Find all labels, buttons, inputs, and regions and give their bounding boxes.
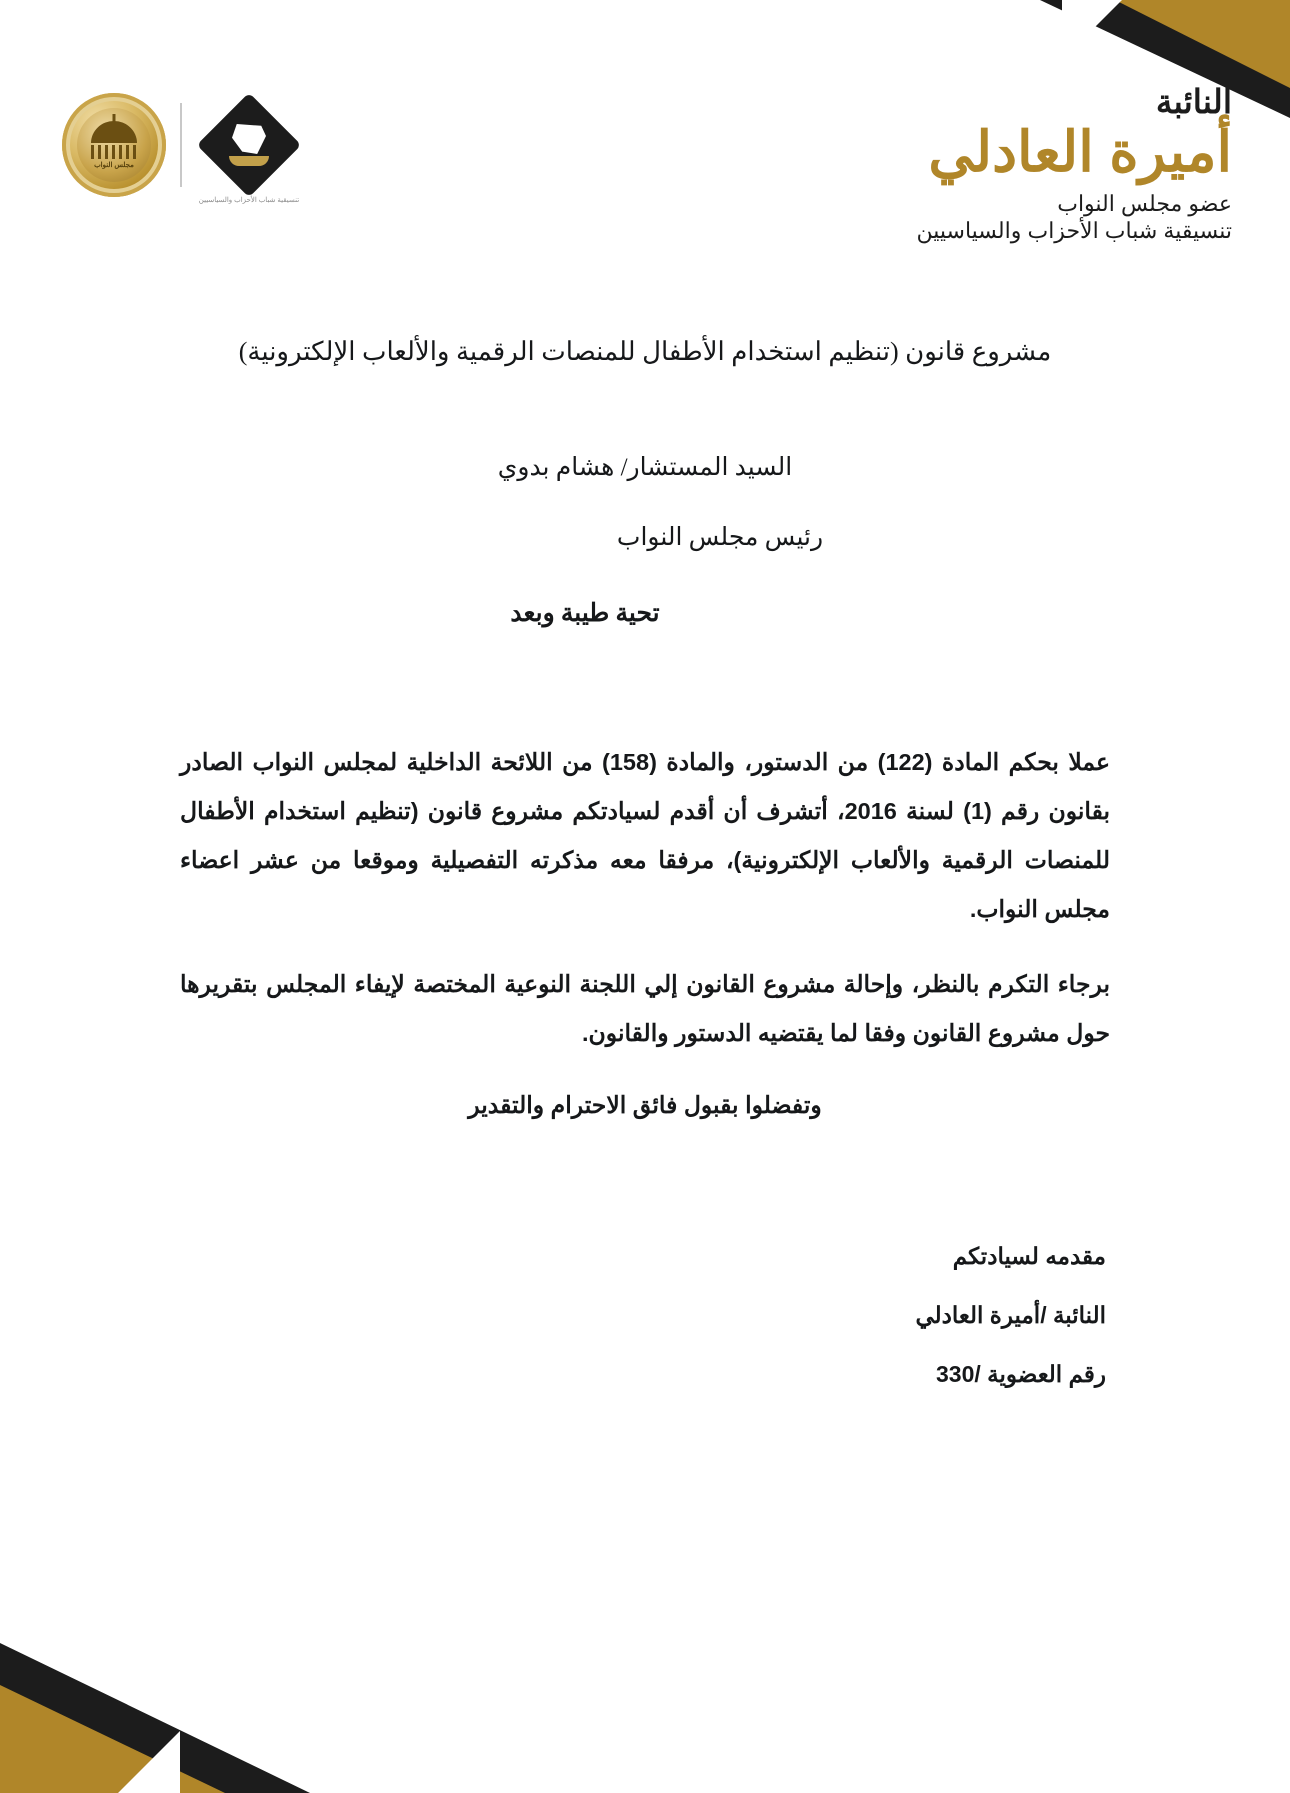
letter-body: [180, 330, 1110, 1403]
signature-submitted-by: مقدمه لسيادتكم: [952, 1243, 1106, 1270]
member-role: عضو مجلس النواب: [1057, 190, 1232, 216]
member-name: أميرة العادلي: [928, 119, 1232, 183]
greeting-line: تحية طيبة وبعد: [510, 600, 660, 628]
coordination-logo-caption: تنسيقية شباب الأحزاب والسياسيين: [198, 197, 300, 204]
parliament-dome-icon: [91, 121, 137, 143]
top-right-notch-decoration: [1062, 0, 1122, 60]
coordination-logo: [196, 92, 302, 204]
signature-member-name: النائبة /أميرة العادلي: [915, 1302, 1106, 1329]
letterhead-header: [0, 78, 1290, 263]
parliament-seal-caption: مجلس النواب: [94, 162, 134, 169]
addressee-position: رئيس مجلس النواب: [616, 524, 824, 552]
diamond-inner: [219, 115, 279, 175]
addressee-name: السيد المستشار/ هشام بدوي: [497, 454, 793, 482]
parliament-seal-icon: [62, 93, 166, 197]
bottom-left-notch-decoration: [118, 1731, 180, 1793]
logo-group: [62, 92, 302, 204]
document-title: مشروع قانون (تنظيم استخدام الأطفال للمنصات الرقمية والألعاب الإلكترونية): [238, 337, 1052, 366]
top-right-gold-corner-decoration: [1115, 0, 1290, 88]
signature-membership-number: رقم العضوية /330: [935, 1360, 1106, 1387]
member-title-prefix: النائبة: [1155, 83, 1232, 120]
hands-icon: [229, 156, 269, 166]
logo-divider: [180, 103, 182, 187]
signature-block: [180, 1227, 1110, 1403]
closing-line: وتفضلوا بقبول فائق الاحترام والتقدير: [468, 1092, 822, 1119]
member-identity-block: [917, 84, 1233, 244]
member-affiliation: تنسيقية شباب الأحزاب والسياسيين: [916, 218, 1232, 244]
diamond-shape-icon: [197, 93, 302, 198]
bottom-left-gold-corner-decoration: [0, 1685, 225, 1793]
egypt-map-icon: [232, 124, 266, 154]
paragraph-one: عملا بحكم المادة (122) من الدستور، والمادة (158) من اللائحة الداخلية لمجلس النواب الصادر بقانون رقم (1) لسنة 2016، أتشرف أن أقدم لسيادتكم مشروع قانون (تنظيم استخدام الأطفال للمنصات الرقمية والألعاب الإلكترونية)، مرفقا معه مذكرته التفصيلية وموقعا من عشر اعضاء مجلس النواب.: [180, 749, 1111, 922]
parliament-seal-inner: [77, 108, 151, 182]
paragraph-two: برجاء التكرم بالنظر، وإحالة مشروع القانون إلي اللجنة النوعية المختصة لإيفاء المجلس بتقريرها حول مشروع القانون وفقا لما يقتضيه الدستور والقانون.: [180, 970, 1110, 1046]
parliament-columns-icon: [91, 145, 137, 159]
